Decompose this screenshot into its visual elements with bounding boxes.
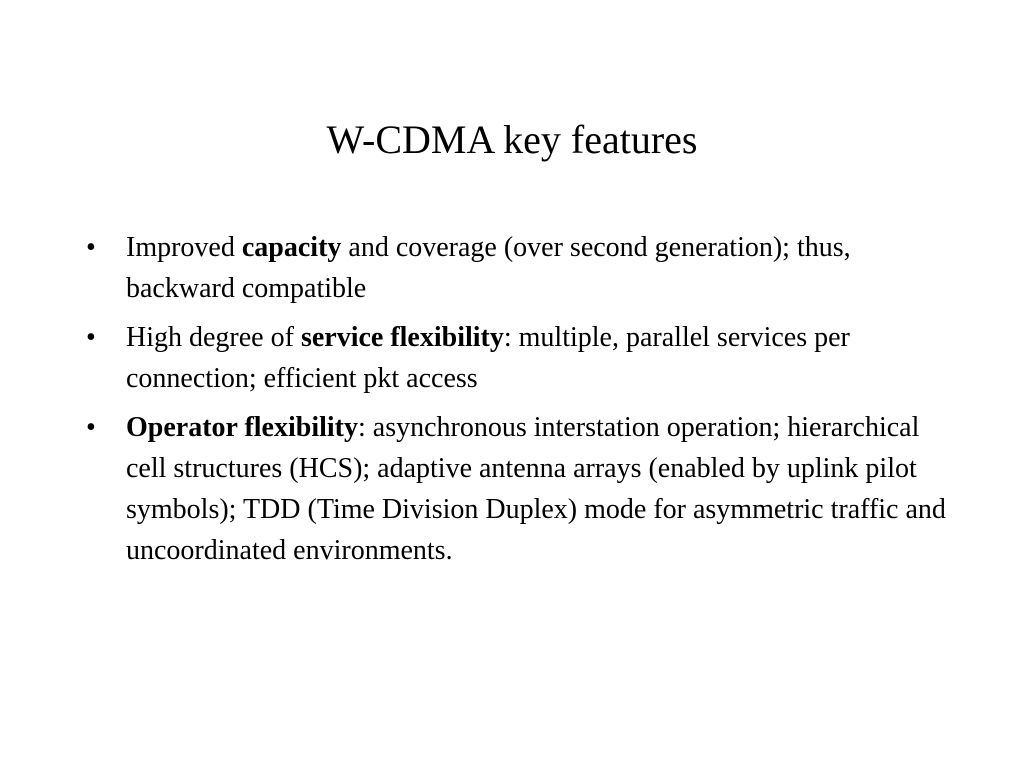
bullet-item-operator-flexibility: [86, 407, 946, 571]
bullet-text-post: : multiple, parallel services per connection; efficient pkt access: [126, 322, 850, 394]
bullet-text-bold: Operator flexibility: [126, 412, 358, 443]
bullet-text-bold: capacity: [241, 232, 342, 263]
bullet-dot-icon: •: [86, 322, 96, 353]
bullet-text-bold: service flexibility: [300, 322, 504, 353]
bullet-text-pre: High degree of: [126, 322, 301, 353]
bullet-item-service-flexibility: [86, 317, 946, 399]
bullet-dot-icon: •: [86, 232, 96, 263]
bullet-item-capacity: [86, 227, 946, 309]
bullet-text-post: and coverage (over second generation); thus, backward compatible: [126, 232, 851, 304]
slide-title: W-CDMA key features: [326, 117, 698, 162]
bullet-text-post: : asynchronous interstation operation; hierarchical cell structures (HCS); adaptive antenna arrays (enabled by uplink pilot symbols); TDD (Time Division Duplex) mode for asymmetric traffic and uncoordinated environments.: [126, 412, 946, 566]
bullet-text-pre: Improved: [126, 232, 242, 263]
bullet-list: [86, 227, 946, 579]
bullet-dot-icon: •: [86, 412, 96, 443]
